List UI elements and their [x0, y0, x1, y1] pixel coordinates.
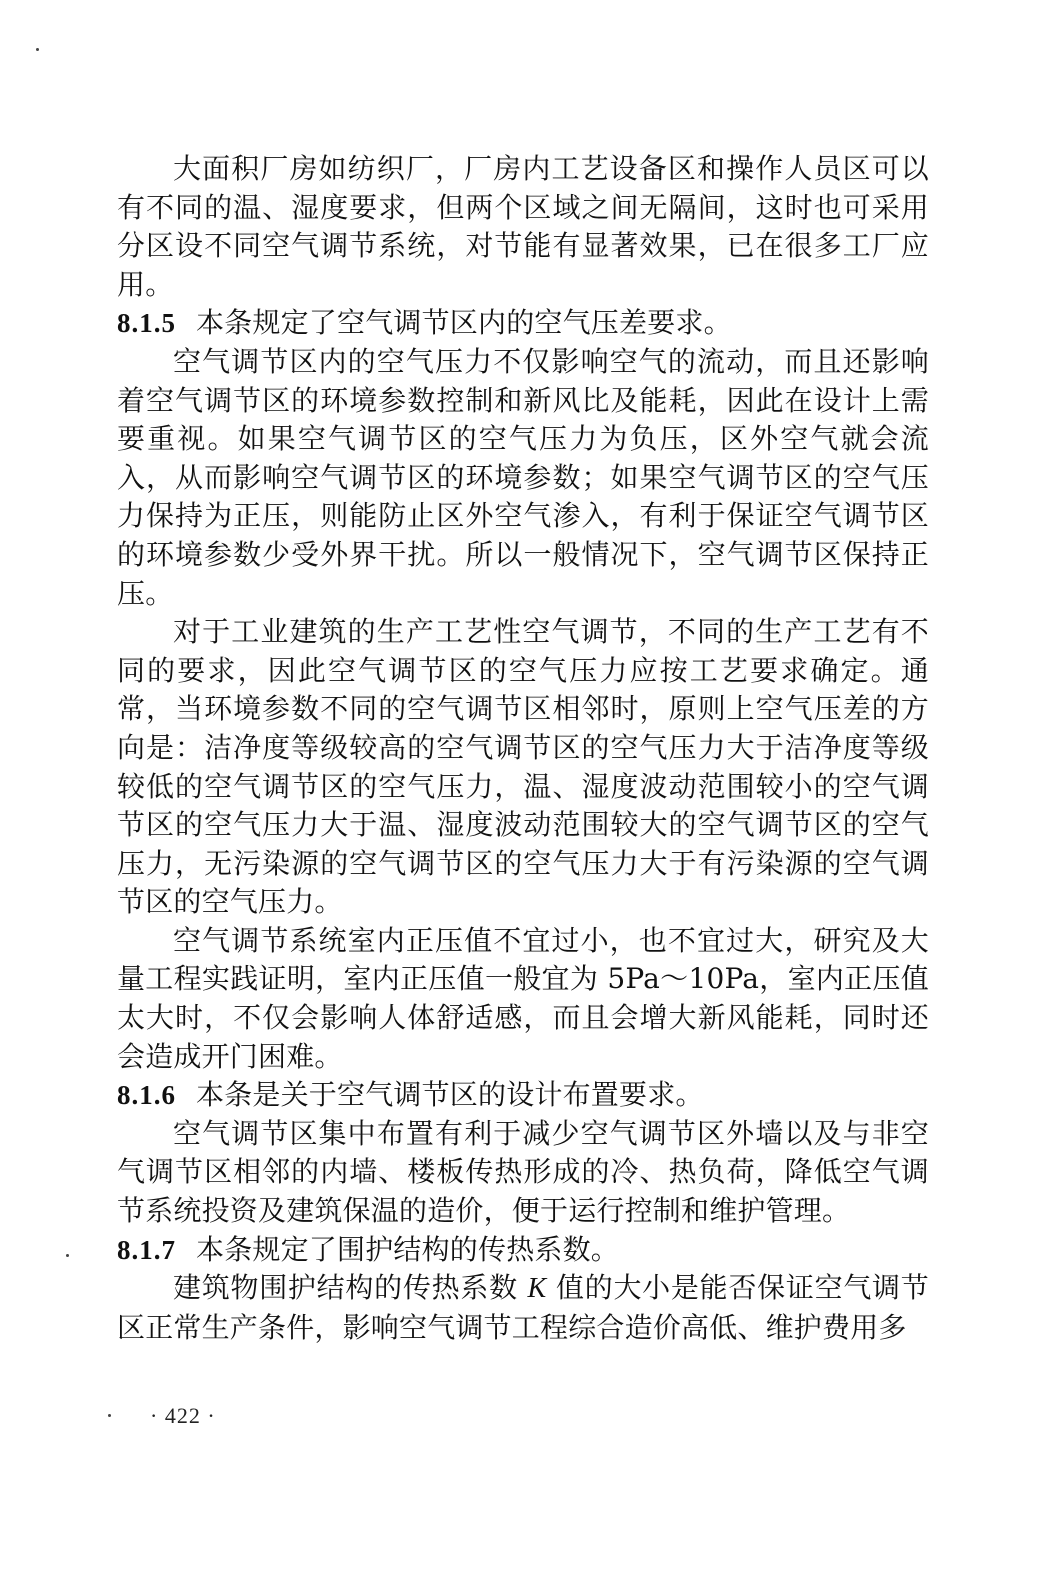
scan-speck	[36, 48, 39, 51]
paragraph-pressure-effect: 空气调节区内的空气压力不仅影响空气的流动，而且还影响着空气调节区的环境参数控制和新风比及能耗，因此在设计上需要重视。如果空气调节区的空气压力为负压，区外空气就会流入，从而影响空气调节区的环境参数；如果空气调节区的空气压力保持为正压，则能防止区外空气渗入，有利于保证空气调节区的环境参数少受外界干扰。所以一般情况下，空气调节区保持正压。	[117, 344, 929, 610]
paragraph-intro: 大面积厂房如纺织厂，厂房内工艺设备区和操作人员区可以有不同的温、湿度要求，但两个区域之间无隔间，这时也可采用分区设不同空气调节系统，对节能有显著效果，已在很多工厂应用。	[117, 152, 929, 301]
paragraph-industrial-pressure: 对于工业建筑的生产工艺性空气调节，不同的生产工艺有不同的要求，因此空气调节区的空气压力应按工艺要求确定。通常，当环境参数不同的空气调节区相邻时，原则上空气压差的方向是：洁净度等级较高的空气调节区的空气压力大于洁净度等级较低的空气调节区的空气压力，温、湿度波动范围较小的空气调节区的空气压力大于温、湿度波动范围较大的空气调节区的空气压力，无污染源的空气调节区的空气压力大于有污染源的空气调节区的空气压力。	[117, 615, 929, 919]
clause-number: 8.1.5	[117, 308, 176, 339]
text-after-k: 值的大小是能否保证空气调节区正常生产条件，影响空气调节工程综合造价高低、维护费用多	[117, 1271, 929, 1344]
paragraph-heat-transfer	[117, 1269, 929, 1347]
clause-title: 本条规定了围护结构的传热系数。	[196, 1232, 620, 1266]
clause-title: 本条是关于空气调节区的设计布置要求。	[196, 1078, 704, 1112]
scan-speck	[108, 1414, 111, 1417]
page-number: · 422 ·	[150, 1403, 216, 1428]
clause-title: 本条规定了空气调节区内的空气压差要求。	[196, 306, 732, 340]
body-text	[117, 150, 929, 1347]
text-before-k: 建筑物围护结构的传热系数	[173, 1271, 528, 1305]
clause-8-1-5	[117, 304, 929, 343]
paragraph-layout: 空气调节区集中布置有利于减少空气调节区外墙以及与非空气调节区相邻的内墙、楼板传热形成的冷、热负荷，降低空气调节系统投资及建筑保温的造价，便于运行控制和维护管理。	[117, 1116, 929, 1228]
scan-speck	[66, 1254, 69, 1257]
clause-number: 8.1.6	[117, 1080, 176, 1111]
clause-8-1-7	[117, 1231, 929, 1270]
clause-8-1-6	[117, 1076, 929, 1115]
symbol-k: K	[527, 1273, 547, 1305]
paragraph-positive-pressure-value: 空气调节系统室内正压值不宜过小，也不宜过大，研究及大量工程实践证明，室内正压值一般宜为 5Pa～10Pa，室内正压值太大时，不仅会影响人体舒适感，而且会增大新风能耗，同时还会造成开门困难。	[117, 923, 929, 1073]
clause-number: 8.1.7	[117, 1234, 176, 1265]
